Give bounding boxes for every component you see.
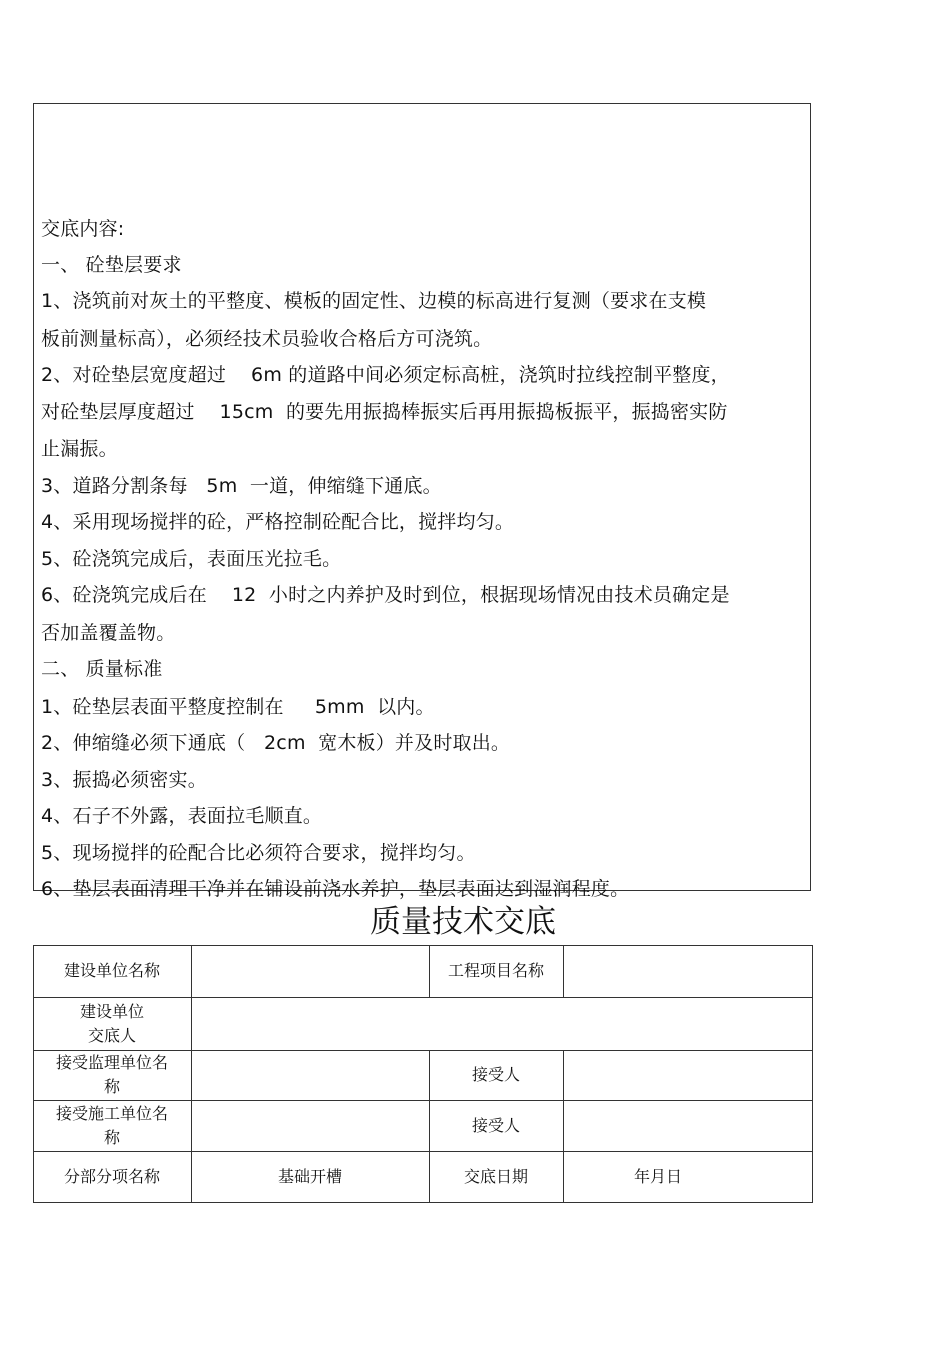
text-line: 对砼垫层厚度超过 15cm 的要先用振捣棒振实后再用振捣板振平，振捣密实防 [41, 401, 728, 423]
label-disclosure-date: 交底日期 [463, 1166, 528, 1186]
value-contractor-unit [191, 1100, 429, 1151]
value-recipient [563, 1050, 813, 1100]
text-line: 4、石子不外露，表面拉毛顺直。 [41, 805, 323, 827]
table-border [33, 1202, 813, 1203]
label-project-name: 工程项目名称 [447, 961, 544, 980]
label-discloser: 建设单位 交底人 [79, 1001, 144, 1045]
text-line: 5、砼浇筑完成后，表面压光拉毛。 [41, 548, 342, 570]
text-line: 6、垫层表面清理干净并在铺设前浇水养护，垫层表面达到湿润程度。 [41, 878, 630, 900]
text-line: 4、采用现场搅拌的砼，严格控制砼配合比，搅拌均匀。 [41, 511, 515, 533]
text-line: 二、 质量标准 [41, 658, 163, 680]
value-recipient [563, 1100, 813, 1151]
value-discloser [191, 997, 813, 1050]
text-line: 交底内容: [41, 218, 125, 240]
text-line: 板前测量标高），必须经技术员验收合格后方可浇筑。 [41, 328, 493, 350]
text-line: 止漏振。 [41, 438, 118, 460]
text-line: 否加盖覆盖物。 [41, 622, 176, 644]
label-construction-unit: 建设单位名称 [63, 961, 160, 980]
text-line: 6、砼浇筑完成后在 12 小时之内养护及时到位，根据现场情况由技术员确定是 [41, 584, 730, 606]
label-recipient: 接受人 [471, 1115, 520, 1135]
label-supervision-unit: 接受监理单位名 称 [55, 1053, 168, 1096]
value-disclosure-date: 年月日 [633, 1166, 682, 1186]
text-line: 3、道路分割条每 5m 一道，伸缩缝下通底。 [41, 475, 442, 497]
label-recipient: 接受人 [471, 1065, 520, 1084]
text-line: 2、伸缩缝必须下通底（ 2cm 宽木板）并及时取出。 [41, 732, 511, 754]
value-supervision-unit [191, 1050, 429, 1100]
value-construction-unit [191, 945, 429, 997]
label-contractor-unit: 接受施工单位名 称 [55, 1103, 168, 1147]
info-table [33, 945, 813, 1203]
label-sub-item-name: 分部分项名称 [63, 1166, 160, 1186]
text-line: 一、 砼垫层要求 [41, 254, 182, 276]
text-line: 5、现场搅拌的砼配合比必须符合要求，搅拌均匀。 [41, 842, 476, 864]
value-sub-item-name: 基础开槽 [277, 1166, 342, 1186]
text-line: 1、浇筑前对灰土的平整度、模板的固定性、边模的标高进行复测（要求在支模 [41, 290, 707, 312]
text-line: 1、砼垫层表面平整度控制在 5mm 以内。 [41, 696, 435, 718]
page-title: 质量技术交底 [370, 904, 556, 940]
value-project-name [563, 945, 813, 997]
disclosure-content-box [33, 103, 811, 900]
text-line: 2、对砼垫层宽度超过 6m 的道路中间必须定标高桩，浇筑时拉线控制平整度， [41, 364, 730, 386]
text-line: 3、振捣必须密实。 [41, 769, 207, 791]
